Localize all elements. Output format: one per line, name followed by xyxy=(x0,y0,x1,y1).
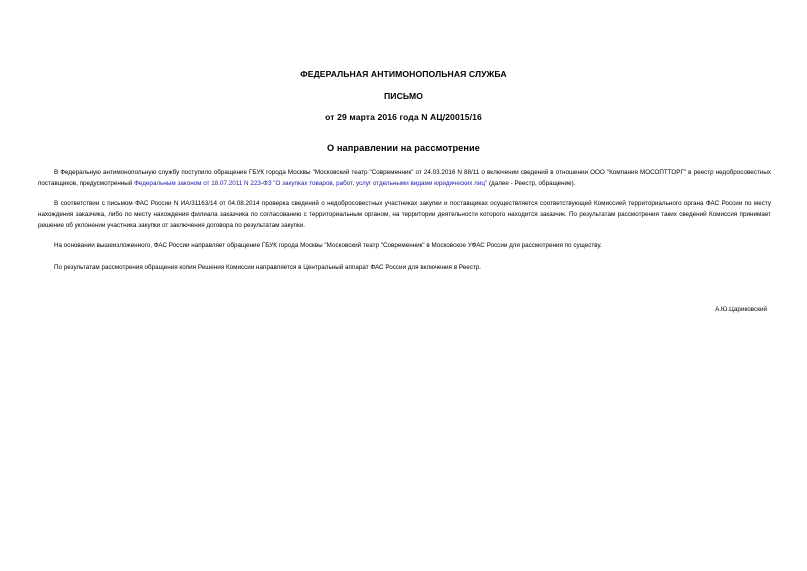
federal-law-link[interactable]: Федеральным законом от 18.07.2011 N 223-ФЗ "О закупках товаров, работ, услуг отдельными видами юридических лиц" xyxy=(134,179,488,187)
paragraph-1-text-a: В Федеральную антимонопольную службу поступило обращение ГБУК города Москвы "Московский театр "Современник" от 24.03.2016 N 88/11 о включении сведений в отношении ООО "Компания МОСОПТТОРГ" в реестр недобросовестных поставщиков, предусмотренный xyxy=(38,169,771,187)
paragraph-2: В соответствии с письмом ФАС России N ИА/31163/14 от 04.08.2014 проверка сведений о недобросовестных участниках закупки и поставщиках осуществляется соответствующей Комиссией территориального органа ФАС России по месту нахождения заказчика, либо по месту нахождения филиала заказчика по согласованию с территориальным органом, на территории деятельности которого находится заказчик. По результатам рассмотрения таких сведений Комиссия принимает решение об уклонении участника закупки от заключения договора по результатам закупки. xyxy=(38,200,771,229)
document-date-number: от 29 марта 2016 года N АЦ/20015/16 xyxy=(325,112,482,122)
signature: А.Ю.Цариковский xyxy=(715,306,767,313)
paragraph-3: На основании вышеизложенного, ФАС России направляет обращение ГБУК города Москвы "Московский театр "Современник" в Московское УФАС России для рассмотрения по существу. xyxy=(54,242,602,249)
document-type-heading: ПИСЬМО xyxy=(384,91,423,101)
organization-heading: ФЕДЕРАЛЬНАЯ АНТИМОНОПОЛЬНАЯ СЛУЖБА xyxy=(300,69,507,79)
paragraph-1-text-b: (далее - Реестр, обращение). xyxy=(487,179,576,187)
paragraph-1 xyxy=(38,168,771,190)
document-subject: О направлении на рассмотрение xyxy=(326,143,481,153)
paragraph-4: По результатам рассмотрения обращения копия Решения Комиссии направляется в Центральный аппарат ФАС России для включения в Реестр. xyxy=(54,264,482,271)
